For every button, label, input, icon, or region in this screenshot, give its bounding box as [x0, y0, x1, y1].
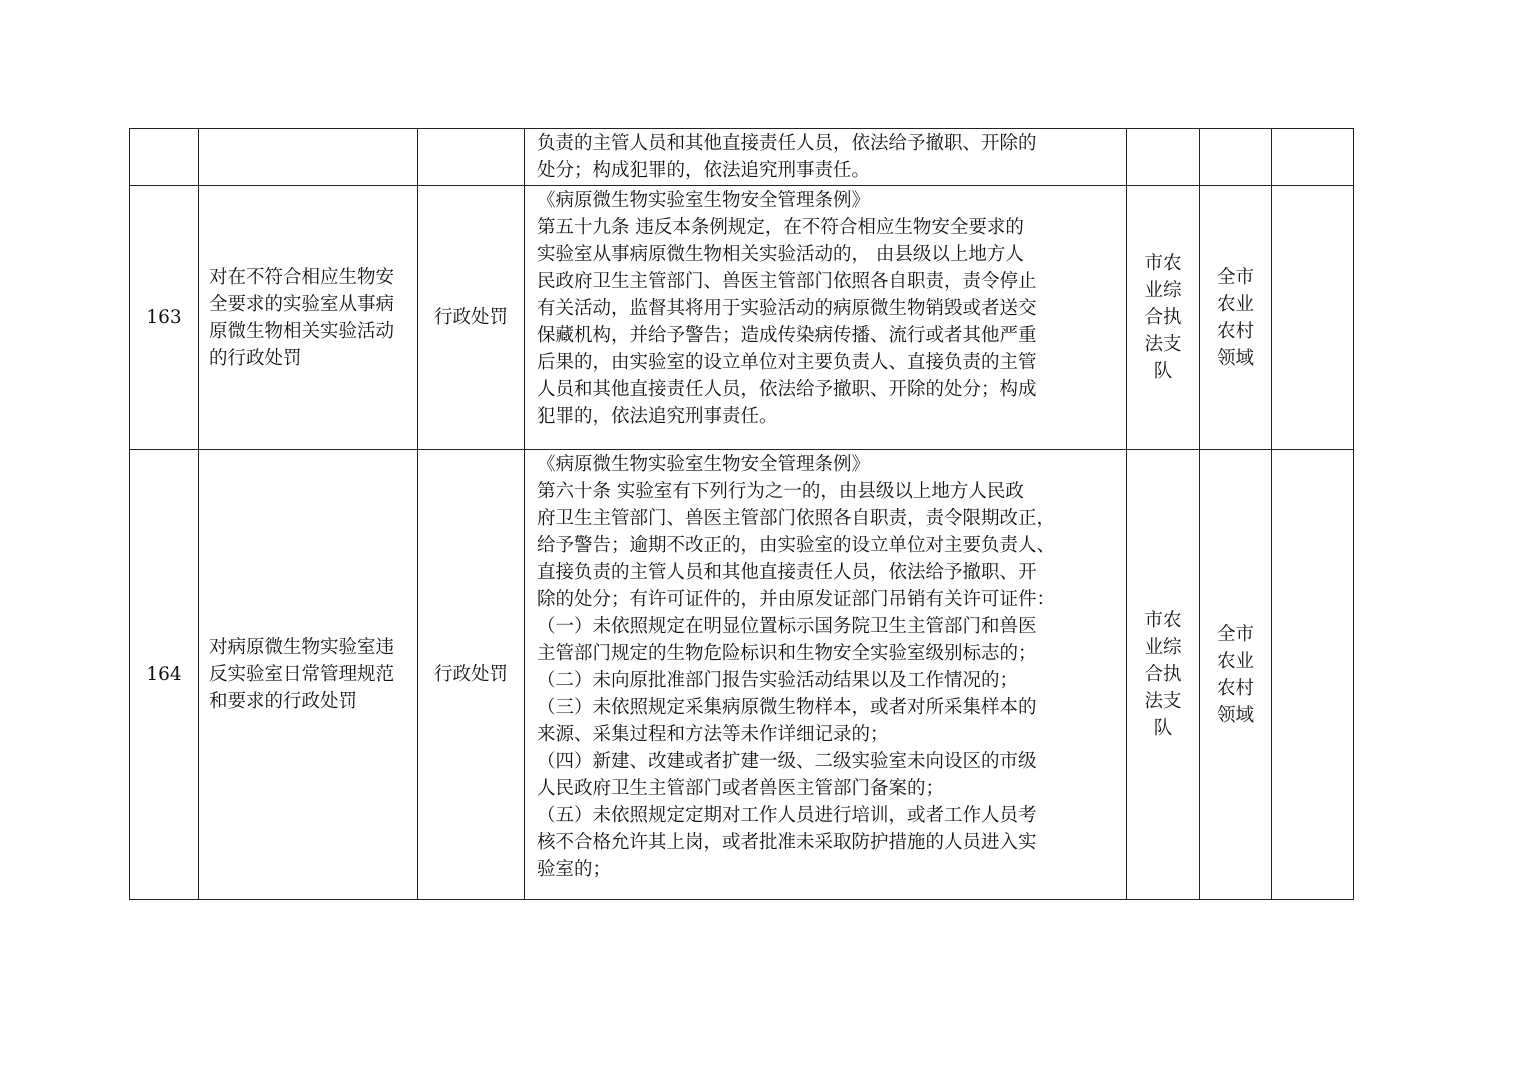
basis-line: （二）未向原批准部门报告实验活动结果以及工作情况的；	[537, 670, 1019, 691]
scope: 全市农业农村领域	[1200, 186, 1272, 450]
row-number	[130, 129, 199, 186]
table-row	[130, 129, 1354, 186]
enforcement-table	[129, 128, 1354, 900]
basis-line: 保藏机构，并给予警告；造成传染病传播、流行或者其他严重	[537, 325, 1037, 346]
basis-line: 实验室从事病原微生物相关实验活动的， 由县级以上地方人	[537, 244, 1024, 265]
basis-line: 府卫生主管部门、兽医主管部门依照各自职责，责令限期改正，	[537, 508, 1056, 529]
basis-line: 除的处分；有许可证件的，并由原发证部门吊销有关许可证件：	[537, 589, 1056, 610]
basis-line: （三）未依照规定采集病原微生物样本，或者对所采集样本的	[537, 697, 1037, 718]
basis-line: 《病原微生物实验室生物安全管理条例》	[537, 190, 871, 211]
note	[1272, 129, 1354, 186]
item-type: 行政处罚	[418, 186, 525, 450]
row-number: 164	[130, 450, 199, 900]
basis-line: 有关活动，监督其将用于实验活动的病原微生物销毁或者送交	[537, 298, 1037, 319]
row-number: 163	[130, 186, 199, 450]
responsible-dept: 市农业综合执法支队	[1127, 186, 1200, 450]
basis-line: 第五十九条 违反本条例规定，在不符合相应生物安全要求的	[537, 217, 1024, 238]
item-name: 对在不符合相应生物安全要求的实验室从事病原微生物相关实验活动的行政处罚	[199, 186, 418, 450]
basis-line: （一）未依照规定在明显位置标示国务院卫生主管部门和兽医	[537, 616, 1037, 637]
basis-line: 给予警告；逾期不改正的，由实验室的设立单位对主要负责人、	[537, 535, 1056, 556]
basis-line: 验室的；	[537, 859, 612, 880]
basis-line: 第六十条 实验室有下列行为之一的，由县级以上地方人民政	[537, 481, 1024, 502]
basis-line: 人员和其他直接责任人员，依法给予撤职、开除的处分；构成	[537, 379, 1037, 400]
responsible-dept: 市农业综合执法支队	[1127, 450, 1200, 900]
basis-line: 来源、采集过程和方法等未作详细记录的；	[537, 724, 889, 745]
table-row	[130, 450, 1354, 900]
basis-line: 负责的主管人员和其他直接责任人员，依法给予撤职、开除的	[537, 133, 1037, 154]
item-name: 对病原微生物实验室违反实验室日常管理规范和要求的行政处罚	[199, 450, 418, 900]
basis-line: 民政府卫生主管部门、兽医主管部门依照各自职责，责令停止	[537, 271, 1037, 292]
responsible-dept	[1127, 129, 1200, 186]
basis-line: （五）未依照规定定期对工作人员进行培训，或者工作人员考	[537, 805, 1037, 826]
basis-line: 处分；构成犯罪的，依法追究刑事责任。	[537, 160, 871, 181]
basis-line: 直接负责的主管人员和其他直接责任人员，依法给予撤职、开	[537, 562, 1037, 583]
item-type: 行政处罚	[418, 450, 525, 900]
basis-line: 主管部门规定的生物危险标识和生物安全实验室级别标志的；	[537, 643, 1037, 664]
basis-line: 后果的，由实验室的设立单位对主要负责人、直接负责的主管	[537, 352, 1037, 373]
basis-line: 《病原微生物实验室生物安全管理条例》	[537, 454, 871, 475]
note	[1272, 450, 1354, 900]
basis-line: 人民政府卫生主管部门或者兽医主管部门备案的；	[537, 778, 945, 799]
basis-line: 核不合格允许其上岗，或者批准未采取防护措施的人员进入实	[537, 832, 1037, 853]
item-type	[418, 129, 525, 186]
scope: 全市农业农村领域	[1200, 450, 1272, 900]
basis-line: 犯罪的，依法追究刑事责任。	[537, 406, 778, 427]
legal-basis	[525, 186, 1127, 450]
legal-basis	[525, 450, 1127, 900]
basis-line: （四）新建、改建或者扩建一级、二级实验室未向设区的市级	[537, 751, 1037, 772]
table-row	[130, 186, 1354, 450]
note	[1272, 186, 1354, 450]
scope	[1200, 129, 1272, 186]
legal-basis	[525, 129, 1127, 186]
item-name	[199, 129, 418, 186]
